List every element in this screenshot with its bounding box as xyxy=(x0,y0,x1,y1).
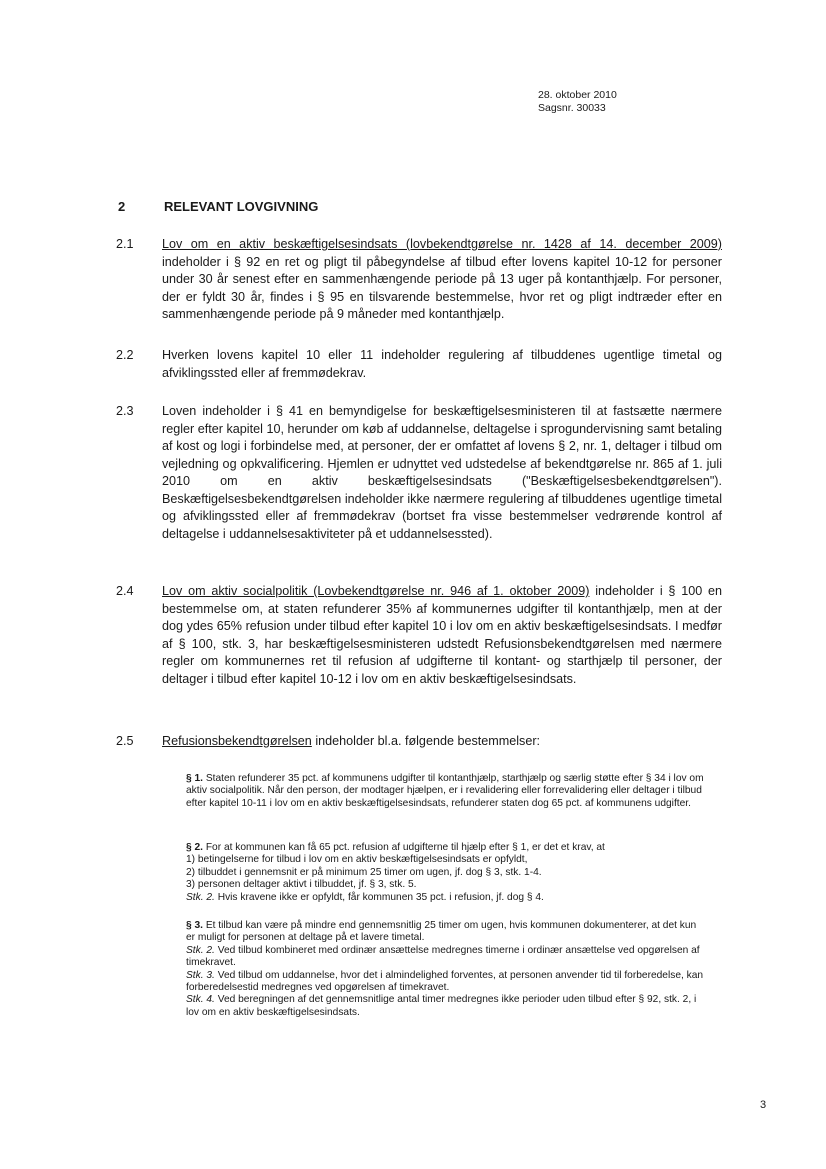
law-reference-link[interactable]: Refusionsbekendtgørelsen xyxy=(162,734,312,748)
paragraph-mark: § 3. xyxy=(186,920,203,931)
subsection xyxy=(186,970,706,995)
paragraph-body: Staten refunderer 35 pct. af kommunens udgifter til kontanthjælp, starthjælp og særlig støtte efter § 34 i lov om aktiv socialpolitik. Når den person, der modtager hjælpen, er i revalidering eller forrevalidering eller deltager i tilbud efter kapitel 10-11 i lov om en aktiv beskæftigelsesindsats, refunderer staten dog 65 pct. af kommunens udgifter. xyxy=(186,773,704,809)
subsection xyxy=(186,892,706,904)
subsection xyxy=(186,945,706,970)
document-header xyxy=(538,89,617,115)
quoted-paragraph-2 xyxy=(186,842,706,904)
section-text: Loven indeholder i § 41 en bemyndigelse for beskæftigelsesministeren til at fastsætte nærmere regler efter kapitel 10, herunder om køb af uddannelse, deltagelse i sprogundervisning samt betaling af kost og logi i forbindelse med, at personer, der er omfattet af lovens § 2, nr. 1, deltager i tilbud om vejledning og opkvalificering. Hjemlen er udnyttet ved udstedelse af bekendtgørelse nr. 865 af 1. juli 2010 om en aktiv beskæftigelsesindsats ("Beskæftigelsesbekendtgørelsen"). Beskæftigelsesbekendtgørelsen indeholder ikke nærmere regulering af tilbuddenes ugentlige timetal og afviklingssted eller af fremmødekrav (bortset fra visse bestemmelser vedrørende kontrol af deltagelse i uddannelsesaktiviteter på et uddannelsessted). xyxy=(162,404,722,541)
section-text xyxy=(162,236,722,324)
paragraph-text xyxy=(186,842,706,854)
section-number: 2.1 xyxy=(116,237,134,251)
quoted-paragraph-3 xyxy=(186,920,706,1019)
subsection-label: Stk. 2. xyxy=(186,944,215,956)
law-reference-link[interactable]: Lov om aktiv socialpolitik (Lovbekendtgørelse nr. 946 af 1. oktober 2009) xyxy=(162,584,590,598)
paragraph-body: Et tilbud kan være på mindre end gennemsnitlig 25 timer om ugen, hvis kommunen dokumenterer, at det kun er muligt for personen at deltage på et lavere timetal. xyxy=(186,920,697,944)
subsection-label: Stk. 3. xyxy=(186,969,215,981)
list-item: 2) tilbuddet i gennemsnit er på minimum 25 timer om ugen, jf. dog § 3, stk. 1-4. xyxy=(186,866,542,878)
section-body: indeholder bl.a. følgende bestemmelser: xyxy=(311,734,541,748)
section-number: 2.4 xyxy=(116,584,134,598)
section-number: 2.3 xyxy=(116,404,134,418)
paragraph-mark: § 2. xyxy=(186,842,203,853)
section-body: indeholder i § 100 en bestemmelse om, at staten refunderer 35% af kommunernes udgifter til kontanthjælp, men at der dog ydes 65% refusion under tilbud efter kapitel 10 i lov om en aktiv beskæftigelsesindsats. I medfør af § 100, stk. 3, har beskæftigelsesministeren udstedt Refusionsbekendtgørelsen med nærmere regler om kommunernes ret til refusion af udgifterne til kontant- og starthjælp til personer, der deltager i tilbud efter kapitel 10-12 i lov om en aktiv beskæftigelsesindsats. xyxy=(162,584,722,686)
section-text xyxy=(162,583,722,688)
case-number: Sagsnr. 30033 xyxy=(538,102,606,114)
date: 28. oktober 2010 xyxy=(538,89,617,101)
section-text: Hverken lovens kapitel 10 eller 11 indeholder regulering af tilbuddenes ugentlige timetal og afviklingssted eller af fremmødekrav. xyxy=(162,348,722,380)
heading-title: RELEVANT LOVGIVNING xyxy=(164,199,319,214)
subsection-label: Stk. 2. xyxy=(186,891,215,903)
paragraph-text xyxy=(186,920,706,945)
paragraph-body: For at kommunen kan få 65 pct. refusion af udgifterne til hjælp efter § 1, er det et krav, at xyxy=(203,842,605,853)
list-item: 1) betingelserne for tilbud i lov om en aktiv beskæftigelsesindsats er opfyldt, xyxy=(186,854,528,866)
section-text xyxy=(162,733,722,751)
subsection-body: Hvis kravene ikke er opfyldt, får kommunen 35 pct. i refusion, jf. dog § 4. xyxy=(214,891,544,903)
paragraph-text xyxy=(186,773,706,810)
law-reference-link[interactable]: Lov om en aktiv beskæftigelsesindsats (lovbekendtgørelse nr. 1428 af 14. december 2009) xyxy=(162,237,722,251)
subsection-body: Ved tilbud kombineret med ordinær ansættelse medregnes timerne i ordinær ansættelse ved opgørelsen af timekravet. xyxy=(186,944,700,969)
subsection-label: Stk. 4. xyxy=(186,994,215,1006)
heading-number: 2 xyxy=(118,199,126,214)
subsection-body: Ved beregningen af det gennemsnitlige antal timer medregnes ikke perioder uden tilbud efter § 92, stk. 2, i lov om en aktiv beskæftigelsesindsats. xyxy=(186,994,697,1018)
paragraph-mark: § 1. xyxy=(186,773,203,784)
subsection-body: Ved tilbud om uddannelse, hvor det i almindelighed forventes, at personen anvender tid til forberedelse, kan forberedelsestid medregnes ved opgørelsen af timekravet. xyxy=(186,969,704,994)
quoted-paragraph-1 xyxy=(186,773,706,810)
section-body: indeholder i § 92 en ret og pligt til påbegyndelse af tilbud efter lovens kapitel 10-12 for personer under 30 år senest efter en sammenhængende periode på 13 uger på kontanthjælp. For personer, der er fyldt 30 år, findes i § 95 en tilsvarende bestemmelse, hvor ret og pligt indtræder efter en sammenhængende periode på 9 måneder med kontanthjælp. xyxy=(162,254,722,321)
section-number: 2.5 xyxy=(116,734,134,748)
list-item: 3) personen deltager aktivt i tilbuddet, jf. § 3, stk. 5. xyxy=(186,879,417,891)
section-number: 2.2 xyxy=(116,348,134,362)
page-number: 3 xyxy=(760,1099,767,1111)
subsection xyxy=(186,994,706,1019)
